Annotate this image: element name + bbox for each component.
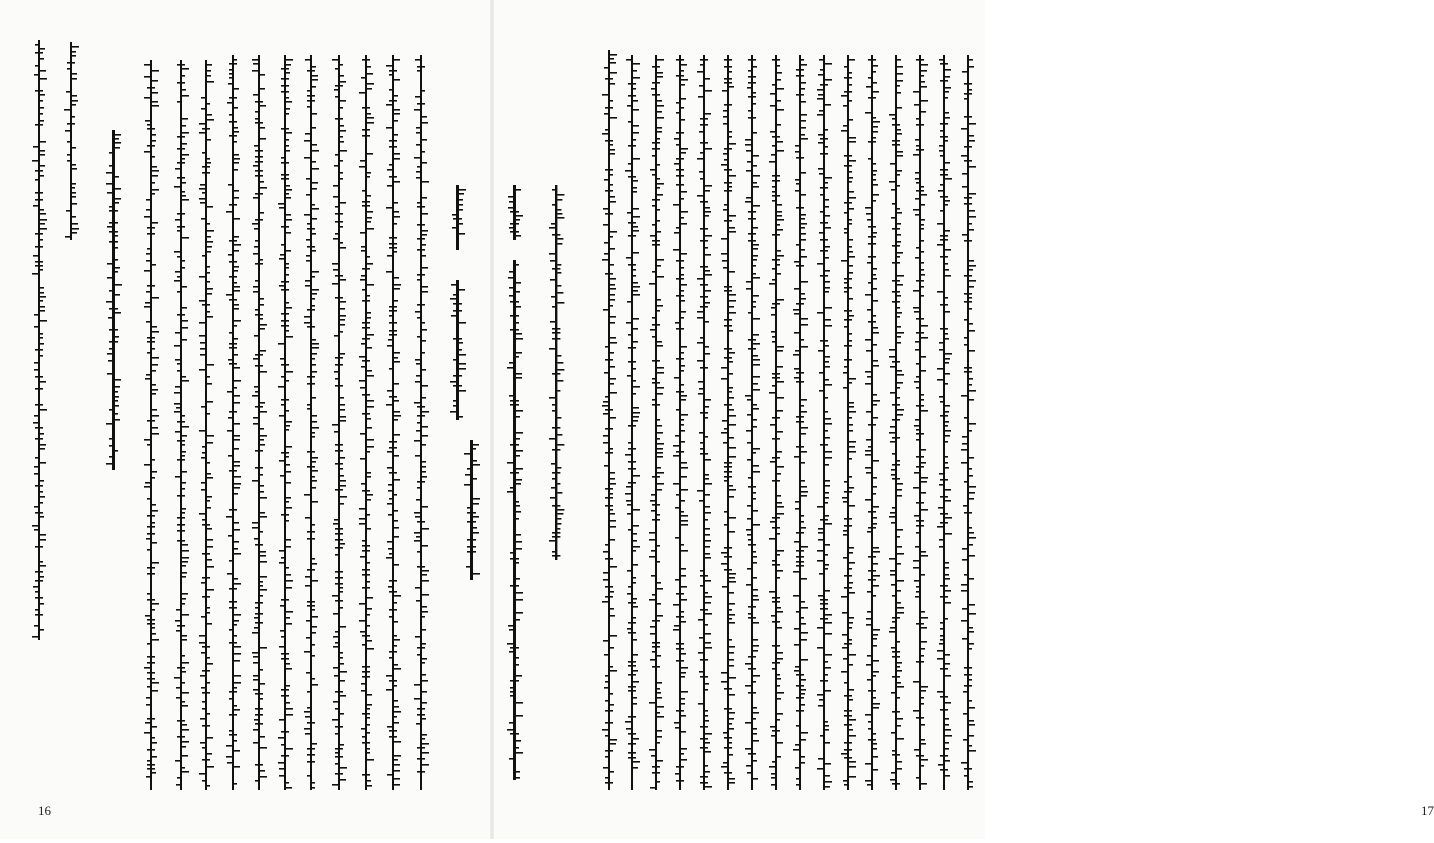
- left-text-line: [32, 40, 47, 640]
- right-text-line: [793, 55, 808, 790]
- right-text-line: [721, 55, 736, 790]
- left-text-line: [144, 60, 159, 790]
- right-text-line: [625, 55, 640, 790]
- left-page-text-columns: [0, 0, 492, 839]
- left-text-line: [359, 55, 374, 790]
- left-text-line: [278, 55, 293, 790]
- right-text-line: [508, 185, 523, 240]
- right-text-line: [549, 185, 564, 560]
- left-text-line: [304, 55, 319, 790]
- left-text-line: [199, 60, 214, 790]
- right-text-line: [602, 50, 617, 790]
- left-text-line: [174, 60, 189, 790]
- left-text-line: [64, 42, 79, 240]
- page-number-right: 17: [1421, 803, 1434, 818]
- right-text-line: [673, 55, 688, 790]
- right-text-line: [961, 55, 976, 790]
- left-text-line: [450, 280, 466, 420]
- right-text-line: [913, 55, 928, 790]
- right-page: [493, 0, 1434, 839]
- left-text-line: [106, 130, 122, 470]
- right-text-line: [745, 55, 760, 790]
- left-text-line: [414, 55, 429, 790]
- right-text-line: [889, 55, 904, 790]
- left-page: [0, 0, 492, 839]
- right-page-text-columns: [493, 0, 985, 839]
- left-text-line: [386, 55, 401, 790]
- right-text-line: [649, 55, 664, 790]
- left-text-line: [452, 185, 466, 250]
- left-text-line: [464, 440, 480, 580]
- left-text-line: [226, 55, 241, 790]
- right-text-line: [937, 55, 952, 790]
- page-number-left: 16: [38, 803, 51, 818]
- left-text-line: [332, 55, 347, 790]
- right-text-line: [697, 55, 712, 790]
- right-text-line: [507, 260, 523, 780]
- right-text-line: [865, 55, 880, 790]
- right-text-line: [817, 55, 832, 790]
- left-text-line: [252, 55, 267, 790]
- right-text-line: [841, 55, 856, 790]
- right-text-line: [769, 55, 784, 790]
